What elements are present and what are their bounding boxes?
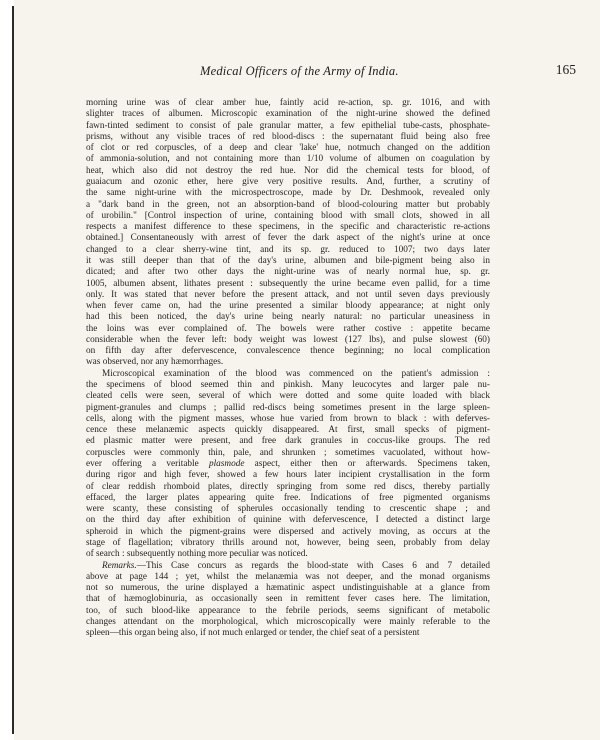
text-line: it was still deeper than that of the day's urine, albumen and bile-pigment being also in <box>86 255 490 266</box>
body-text <box>86 98 490 640</box>
running-title: Medical Officers of the Army of India. <box>200 64 399 78</box>
text-line: too, of such blood-like appearance to the febrile periods, seems significant of metabolic <box>86 605 490 616</box>
text-line: during rigor and high fever, showed a few hours later incipient crystallisation in the form <box>86 470 490 481</box>
text-line: the specimens of blood seemed thin and pinkish. Many leucocytes and larger pale nu- <box>86 380 490 391</box>
text-line: on the third day after exhibition of quinine with defervescence, I detected a distinct large <box>86 515 490 526</box>
text-line: effaced, the larger plates appearing quite free. Indications of free pigmented organisms <box>86 492 490 503</box>
text-line: the same night-urine with the microspectroscope, made by Dr. Deshmook, revealed only <box>86 188 490 199</box>
text-line: of clot or red corpuscles, of a deep and clear 'lake' hue, notmuch changed on the addition <box>86 143 490 154</box>
running-header <box>90 62 576 79</box>
paragraph <box>86 561 490 640</box>
text-line: was observed, nor any hæmorrhages. <box>86 357 224 368</box>
text-line: pigment-granules and clumps ; pallid red-discs being sometimes present in the large spleen- <box>86 402 490 413</box>
text-line: had this been noticed, the day's urine being nearly natural: no particular uneasiness in <box>86 312 490 323</box>
text-line: of search : subsequently nothing more peculiar was noticed. <box>86 549 308 560</box>
text-line: of urobilin." [Control inspection of urine, containing blood with small clots, showed in all <box>86 210 490 221</box>
text-line: ever offering a veritable plasmode aspect, either then or afterwards. Specimens taken, <box>86 459 490 469</box>
text-line: guaiacum and ozonic ether, here give very positive results. And, further, a scrutiny of <box>86 176 490 187</box>
text-line: fawn-tinted sediment to consist of pale granular matter, a few epithelial tube-casts, phosphate- <box>86 120 490 131</box>
text-line: of ammonia-solution, and not containing more than 1/10 volume of albumen on coagulation by <box>86 154 490 165</box>
text-line: spleen—this organ being also, if not much enlarged or tender, the chief seat of a persistent <box>86 628 420 639</box>
paragraph <box>86 369 490 561</box>
text-line: spheroid in which the pigment-grains were dispersed and actively moving, as occurs at the <box>86 526 490 537</box>
text-line: Microscopical examination of the blood was commenced on the patient's admission : <box>102 368 490 379</box>
text-line: were scanty, these consisting of spherules occasionally tending to crescentic shape ; and <box>86 504 490 515</box>
text-line: above at page 144 ; yet, whilst the melanæmia was not deeper, and the monad organisms <box>86 571 490 582</box>
text-line: respects a manifest difference to these specimens, in the specific and characteristic re-actions <box>86 222 490 233</box>
text-line: when fever came on, had the urine presented a similar bloody appearance; at night only <box>86 301 490 312</box>
text-line: changed to a clear sherry-wine tint, and its sp. gr. reduced to 1007; two days later <box>86 244 490 255</box>
text-line: on fifth day after defervescence, convalescence thence beginning; no local complication <box>86 346 490 357</box>
text-line: morning urine was of clear amber hue, faintly acid re-action, sp. gr. 1016, and with <box>86 98 490 108</box>
text-line: cence these melanæmic aspects quickly disappeared. At first, small specks of pigment- <box>86 425 490 436</box>
text-line: a "dark band in the green, not an absorption-band of blood-colouring matter but probably <box>86 199 490 210</box>
text-line: heat, which also did not destroy the red hue. Nor did the chemical tests for blood, of <box>86 165 490 176</box>
text-line: dicated; and after two other days the night-urine was of nearly normal hue, sp. gr. <box>86 267 490 278</box>
text-line: stage of flagellation; vibratory thrills around not, however, being seen, probably from delay <box>86 537 490 548</box>
text-line: the loins was ever complained of. The bowels were rather costive : appetite became <box>86 323 490 334</box>
text-line: not so numerous, the urine displayed a hæmatinic aspect undistinguishable at a glance from <box>86 583 490 594</box>
text-line: obtained.] Consentaneously with arrest of fever the dark aspect of the night's urine at once <box>86 233 490 244</box>
text-line: that of hæmoglobinuria, as occasionally seen in remittent fever cases here. The limitation, <box>86 594 490 605</box>
text-line: cells, along with the pigment masses, whose hue varied from brown to black : with deferves- <box>86 413 490 424</box>
text-line: slighter traces of albumen. Microscopic examination of the night-urine showed the defined <box>86 109 490 120</box>
text-line: 1005, albumen absent, lithates present : subsequently the urine became even pallid, for a time <box>86 278 490 289</box>
text-line: Remarks.—This Case concurs as regards the blood-state with Cases 6 and 7 detailed <box>102 560 490 571</box>
text-line: corpuscles were commonly thin, pale, and shrunken ; sometimes vacuolated, without how- <box>86 447 490 458</box>
page-number: 165 <box>555 62 576 77</box>
text-line: of clear reddish rhomboid plates, directly springing from some red discs, thereby partially <box>86 481 490 492</box>
text-line: prisms, without any visible traces of red blood-discs : the supernatant fluid being also free <box>86 131 490 142</box>
text-line: cleated cells were seen, several of which were dotted and some quite loaded with black <box>86 391 490 402</box>
text-line: only. It was stated that never before the present attack, and not until seven days previously <box>86 289 490 300</box>
paragraph <box>86 98 490 369</box>
text-line: considerable when the fever left: body weight was lowest (127 lbs), and pulse slowest (60) <box>86 334 490 345</box>
text-line: changes attendant on the morphological, which microscopically were mainly referable to the <box>86 616 490 627</box>
text-line: ed plasmic matter were present, and free dark granules in coccus-like groups. The red <box>86 436 490 447</box>
